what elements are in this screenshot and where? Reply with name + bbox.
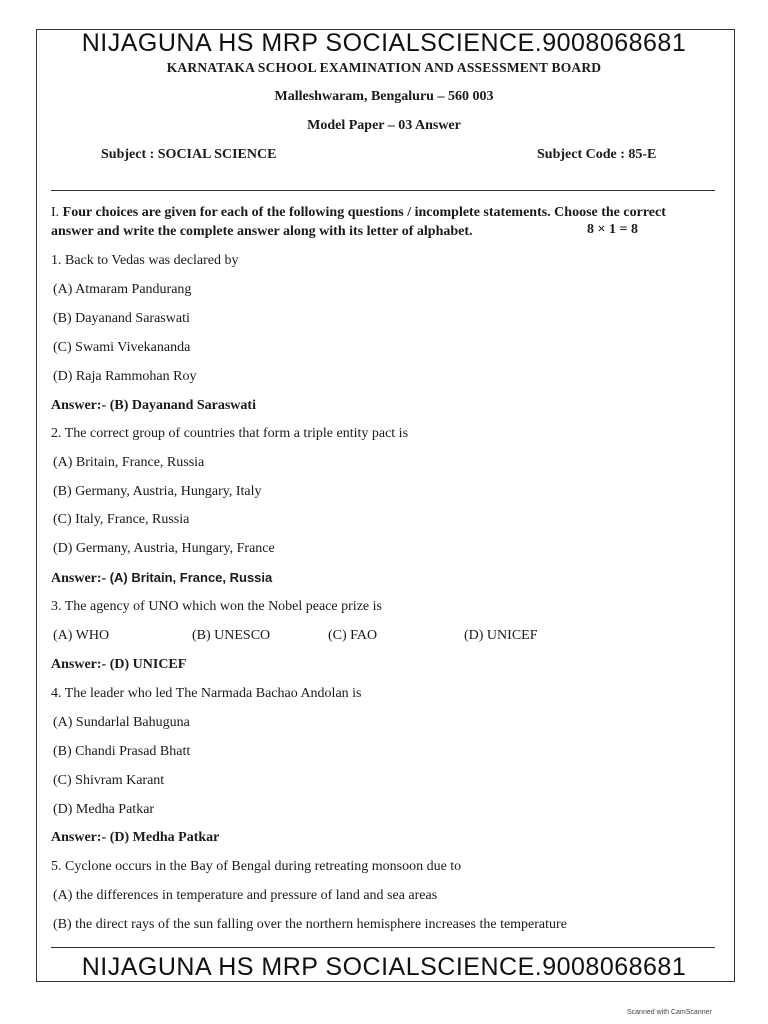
subject-code: Subject Code : 85-E — [537, 147, 657, 162]
option: (D) Raja Rammohan Roy — [53, 369, 197, 384]
option: (C) Shivram Karant — [53, 773, 165, 788]
divider-top — [51, 190, 715, 191]
option: (D) Germany, Austria, Hungary, France — [53, 541, 275, 556]
answer-label: Answer:- — [51, 571, 107, 586]
option: (C) FAO — [328, 628, 378, 643]
option: (B) UNESCO — [192, 628, 271, 643]
option: (A) Britain, France, Russia — [53, 455, 205, 470]
paper-title: Model Paper – 03 Answer — [307, 118, 461, 133]
divider-bottom — [51, 947, 715, 948]
question-text: 1. Back to Vedas was declared by — [51, 253, 239, 268]
option: (A) Atmaram Pandurang — [53, 282, 192, 297]
scanner-note: Scanned with CamScanner — [627, 1009, 712, 1016]
answer-value: (B) Dayanand Saraswati — [109, 398, 256, 413]
answer-label: Answer:- — [51, 657, 107, 672]
answer-line — [51, 570, 272, 587]
answer-line — [51, 398, 256, 414]
question-text: 4. The leader who led The Narmada Bachao Andolan is — [51, 686, 362, 701]
option: (D) UNICEF — [464, 628, 538, 643]
question-text: 2. The correct group of countries that form a triple entity pact is — [51, 426, 409, 441]
watermark-top: NIJAGUNA HS MRP SOCIALSCIENCE.9008068681 — [81, 29, 687, 57]
board-title: KARNATAKA SCHOOL EXAMINATION AND ASSESSMENT BOARD — [166, 60, 602, 75]
answer-value: (D) Medha Patkar — [109, 830, 220, 845]
section-marks: 8 × 1 = 8 — [587, 222, 638, 237]
board-address: Malleshwaram, Bengaluru – 560 003 — [274, 89, 494, 104]
answer-label: Answer:- — [51, 830, 107, 845]
answer-line — [51, 657, 186, 673]
option: (A) WHO — [53, 628, 110, 643]
option: (B) Dayanand Saraswati — [53, 311, 190, 326]
option: (C) Italy, France, Russia — [53, 512, 190, 527]
instruction-text: Four choices are given for each of the following questions / incomplete statements. Choose the correct answer and write the complete answer along with its letter of alphabet. — [51, 205, 666, 239]
answer-value: (A) Britain, France, Russia — [109, 570, 273, 585]
option: (B) Chandi Prasad Bhatt — [53, 744, 191, 759]
answer-line — [51, 830, 219, 846]
answer-label: Answer:- — [51, 398, 107, 413]
option: (B) Germany, Austria, Hungary, Italy — [53, 484, 262, 499]
section-number: I. — [51, 205, 60, 220]
option: (A) Sundarlal Bahuguna — [53, 715, 190, 730]
subject-label: Subject : SOCIAL SCIENCE — [101, 147, 277, 162]
answer-value: (D) UNICEF — [109, 657, 187, 672]
question-text: 5. Cyclone occurs in the Bay of Bengal during retreating monsoon due to — [51, 859, 462, 874]
question-text: 3. The agency of UNO which won the Nobel peace prize is — [51, 599, 382, 614]
watermark-bottom: NIJAGUNA HS MRP SOCIALSCIENCE.9008068681 — [81, 953, 687, 981]
option: (A) the differences in temperature and pressure of land and sea areas — [53, 888, 438, 903]
option: (D) Medha Patkar — [53, 802, 155, 817]
option: (C) Swami Vivekananda — [53, 340, 191, 355]
option: (B) the direct rays of the sun falling over the northern hemisphere increases the temperature — [53, 917, 567, 932]
